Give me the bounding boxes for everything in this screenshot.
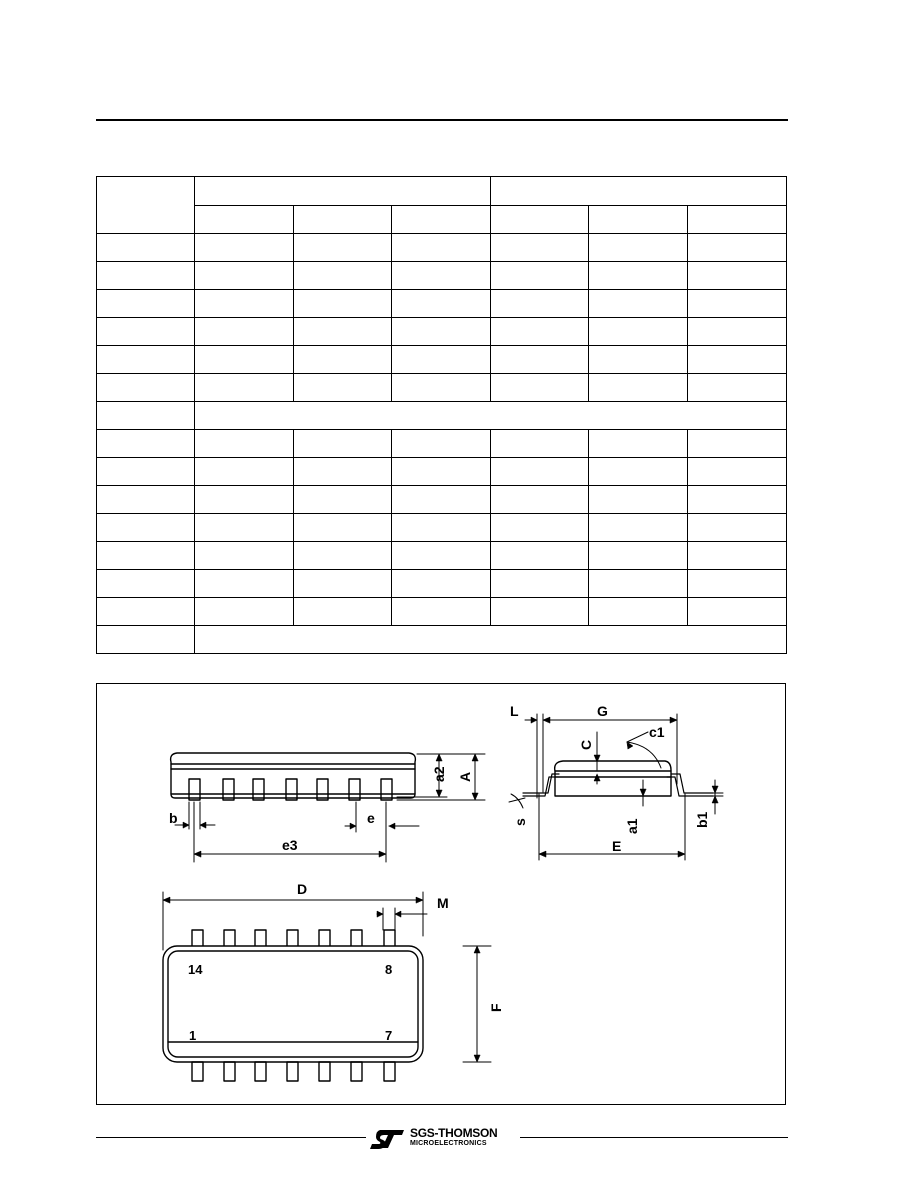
dim-value-cell [392,346,491,374]
dim-value-cell [392,374,491,402]
brand-subtitle: MICROELECTRONICS [410,1140,487,1147]
side-view [169,753,485,862]
dim-value-cell [688,598,787,626]
dim-label-b1: b1 [694,811,710,828]
dim-value-cell [392,290,491,318]
min-mm-cell [195,205,294,234]
dim-value-cell [688,290,787,318]
dim-label-e-width: E [612,838,622,854]
table-row [97,458,787,486]
dim-value-cell [688,430,787,458]
pin-label-7: 7 [385,1028,393,1043]
dim-symbol-cell [97,542,195,570]
dim-value-cell [195,430,294,458]
table-row [97,346,787,374]
dim-label-c: C [578,739,594,750]
table-header-row [97,177,787,206]
top-view [163,881,504,1081]
dim-value-cell [195,570,294,598]
dim-value-cell [589,374,688,402]
dim-symbol-cell [97,346,195,374]
dim-value-cell [688,514,787,542]
max-mm-cell [392,205,491,234]
package-outline-drawing [97,684,785,1104]
table-row [97,598,787,626]
dim-value-cell [491,570,589,598]
table-row [97,570,787,598]
footer-rule-right [520,1137,788,1138]
dim-note-cell [195,626,787,654]
dim-value-cell [294,486,392,514]
dim-value-cell [491,542,589,570]
dim-label-l: L [510,703,519,719]
dim-value-cell [491,458,589,486]
dim-symbol-cell [97,290,195,318]
inch-header-cell [491,177,787,206]
top-view-leads-bottom [192,1062,395,1081]
table-row [97,402,787,430]
table-row [97,626,787,654]
dim-header-cell [97,177,195,234]
dim-label-b: b [169,810,178,826]
dim-value-cell [392,262,491,290]
dim-value-cell [195,598,294,626]
dim-value-cell [294,514,392,542]
dim-value-cell [589,290,688,318]
dim-value-cell [195,290,294,318]
table-row [97,290,787,318]
dim-value-cell [589,346,688,374]
dim-value-cell [195,318,294,346]
dim-value-cell [294,290,392,318]
dim-value-cell [589,542,688,570]
dim-value-cell [392,458,491,486]
dim-value-cell [392,598,491,626]
table-row [97,430,787,458]
dim-value-cell [294,430,392,458]
dim-value-cell [589,318,688,346]
min-inch-cell [491,205,589,234]
dim-value-cell [491,290,589,318]
dim-value-cell [589,570,688,598]
dim-value-cell [688,374,787,402]
dim-symbol-cell [97,234,195,262]
dim-symbol-cell [97,598,195,626]
dim-note-cell [195,402,787,430]
dim-value-cell [392,514,491,542]
dim-value-cell [688,262,787,290]
table-row [97,374,787,402]
dim-value-cell [589,458,688,486]
dim-value-cell [294,318,392,346]
dim-value-cell [491,262,589,290]
dim-value-cell [491,234,589,262]
dim-value-cell [392,570,491,598]
dim-symbol-cell [97,318,195,346]
dim-value-cell [491,598,589,626]
package-drawing-frame [96,683,786,1105]
dim-value-cell [589,234,688,262]
dim-value-cell [392,234,491,262]
footer-rule-left [96,1137,366,1138]
dim-label-e3: e3 [282,837,298,853]
dim-value-cell [688,570,787,598]
table-subheader-row [97,205,787,234]
dim-value-cell [688,486,787,514]
dim-label-a: A [457,771,473,782]
dim-value-cell [589,514,688,542]
dim-value-cell [491,346,589,374]
dim-value-cell [688,318,787,346]
dim-value-cell [392,486,491,514]
pin-label-14: 14 [188,962,203,977]
dim-value-cell [195,346,294,374]
dim-value-cell [589,262,688,290]
dim-symbol-cell [97,570,195,598]
table-row [97,262,787,290]
dim-value-cell [589,430,688,458]
dimensions-table [96,176,787,654]
dim-label-m: M [437,895,449,911]
dim-value-cell [294,262,392,290]
dim-value-cell [195,234,294,262]
dim-label-f: F [488,1003,504,1012]
dim-value-cell [195,374,294,402]
pin-label-8: 8 [385,962,393,977]
dim-symbol-cell [97,486,195,514]
dim-symbol-cell [97,458,195,486]
dim-value-cell [589,598,688,626]
dim-value-cell [688,542,787,570]
dim-value-cell [294,234,392,262]
dim-symbol-cell [97,514,195,542]
dim-value-cell [294,598,392,626]
dim-value-cell [491,486,589,514]
dim-symbol-cell [97,402,195,430]
dim-value-cell [195,458,294,486]
dim-value-cell [195,262,294,290]
dim-value-cell [491,514,589,542]
dim-label-d: D [297,881,308,897]
brand-name: SGS-THOMSON [410,1126,498,1140]
dim-symbol-cell [97,374,195,402]
dim-label-c1: c1 [649,724,665,740]
dim-value-cell [491,430,589,458]
dim-value-cell [392,318,491,346]
max-inch-cell [688,205,787,234]
mm-header-cell [195,177,491,206]
table-row [97,486,787,514]
dim-value-cell [294,458,392,486]
typ-mm-cell [294,205,392,234]
dim-label-s: s [512,818,528,826]
dim-value-cell [688,458,787,486]
pin-label-1: 1 [189,1028,197,1043]
table-row [97,318,787,346]
dim-value-cell [392,430,491,458]
dim-value-cell [688,346,787,374]
header-rule [96,119,788,121]
dim-label-g: G [597,703,608,719]
dim-value-cell [491,318,589,346]
dim-symbol-cell [97,626,195,654]
dim-value-cell [491,374,589,402]
dim-value-cell [589,486,688,514]
st-logo-icon [370,1128,406,1150]
dim-value-cell [195,514,294,542]
dim-value-cell [195,486,294,514]
dim-value-cell [294,570,392,598]
table-row [97,514,787,542]
typ-inch-cell [589,205,688,234]
table-row [97,234,787,262]
dim-value-cell [294,374,392,402]
dim-value-cell [294,346,392,374]
end-view [509,703,723,860]
dim-label-e: e [367,810,375,826]
dim-value-cell [688,234,787,262]
dim-label-a1: a1 [624,818,640,834]
dim-value-cell [392,542,491,570]
dim-label-a2: a2 [431,766,447,782]
dim-value-cell [195,542,294,570]
dim-value-cell [294,542,392,570]
dim-symbol-cell [97,262,195,290]
dim-symbol-cell [97,430,195,458]
sgs-thomson-logo [368,1126,518,1152]
table-row [97,542,787,570]
